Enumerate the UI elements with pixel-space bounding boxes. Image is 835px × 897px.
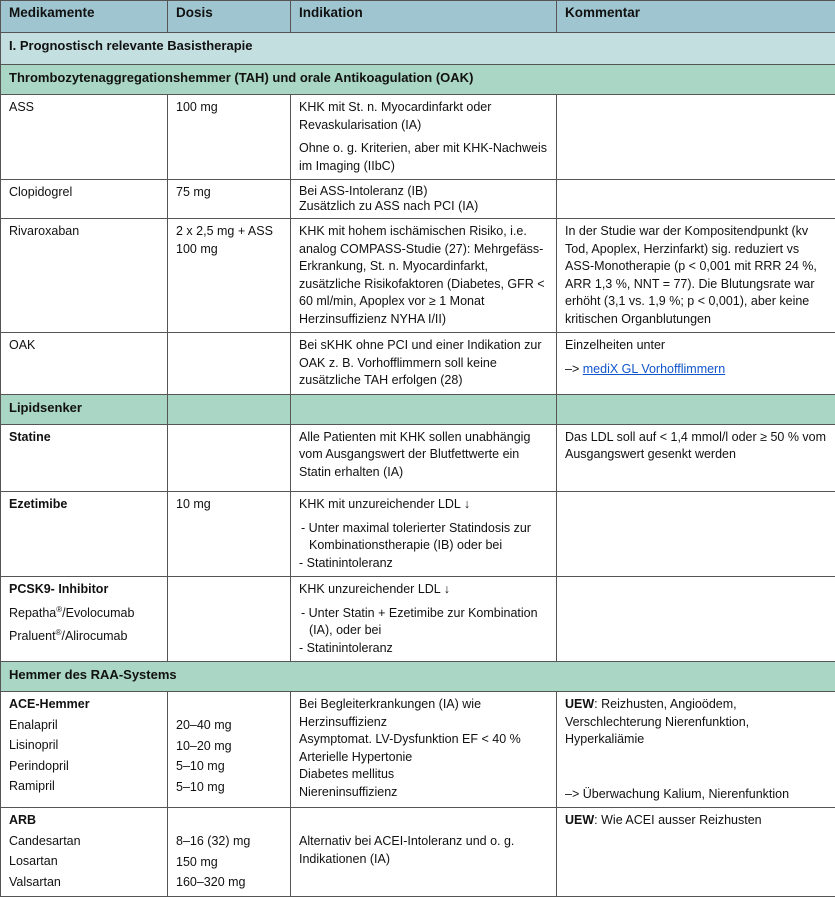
dose-line: 5–10 mg xyxy=(176,758,282,776)
table-row xyxy=(1,492,835,577)
indication-line: Bei Begleiterkrankungen (IA) wie xyxy=(299,696,548,714)
drug-name-bold: ARB xyxy=(9,813,36,827)
table-row xyxy=(1,808,835,897)
dose-line: 150 mg xyxy=(176,854,282,872)
dose-line: 8–16 (32) mg xyxy=(176,833,282,851)
drug-sub: Lisinopril xyxy=(9,737,159,755)
drug-sub: Candesartan xyxy=(9,833,159,851)
table-row xyxy=(1,95,835,180)
drug-sub: Perindopril xyxy=(9,758,159,776)
drug-sub: Losartan xyxy=(9,853,159,871)
comment-rivaroxaban: In der Studie war der Kompositendpunkt (kv Tod, Apoplex, Herzinfarkt) sig. reduziert vs ASS-Monotherapie (p < 0,001 mit RRR 24 %, ARR 1,3 %, NNT = 77). Die Blutungsrate war erhöht (3,1 vs. 1,9 %; p < 0,001), aber keine kritischen Organblutungen xyxy=(557,219,835,333)
dose-line: 5–10 mg xyxy=(176,779,282,797)
drug-name-bold: Statine xyxy=(9,430,51,444)
comment-ezetimibe xyxy=(557,492,835,577)
group-tah-title: Thrombozytenaggregationshemmer (TAH) und orale Antikoagulation (OAK) xyxy=(1,65,835,95)
group-row-tah xyxy=(1,65,835,95)
drug-sub: Ramipril xyxy=(9,778,159,796)
indication-ezetimibe xyxy=(291,492,557,577)
dose-statine xyxy=(168,424,291,492)
dose-line: 10–20 mg xyxy=(176,738,282,756)
drug-arb xyxy=(1,808,168,897)
comment-arb xyxy=(557,808,835,897)
vorhofflimmern-link[interactable]: mediX GL Vorhofflimmern xyxy=(583,362,725,376)
indication-ace xyxy=(291,692,557,808)
group-lipid-empty xyxy=(168,394,291,424)
comment-line: Einzelheiten unter xyxy=(565,337,827,355)
indication-line: Herzinsuffizienz xyxy=(299,714,548,732)
indication-line: KHK mit St. n. Myocardinfarkt oder Revaskularisation (IA) xyxy=(299,99,548,134)
group-lipid-empty xyxy=(557,394,835,424)
comment-ace xyxy=(557,692,835,808)
indication-line: Ohne o. g. Kriterien, aber mit KHK-Nachweis im Imaging (IIbC) xyxy=(299,140,548,175)
table-row xyxy=(1,577,835,662)
brand-line: Praluent®/Alirocumab xyxy=(9,628,159,646)
indication-line: KHK unzureichender LDL ↓ xyxy=(299,581,548,599)
indication-line: Bei ASS-Intoleranz (IB) xyxy=(299,184,548,199)
indication-line: - Unter maximal tolerierter Statindosis zur Kombinationstherapie (IB) oder bei xyxy=(299,520,548,555)
drug-sub: Valsartan xyxy=(9,874,159,892)
link-line xyxy=(565,361,827,379)
dose-arb xyxy=(168,808,291,897)
drug-name-bold: ACE-Hemmer xyxy=(9,697,90,711)
indication-line: Zusätzlich zu ASS nach PCI (IA) xyxy=(299,199,548,214)
dose-ass: 100 mg xyxy=(168,95,291,180)
section-basis-title: I. Prognostisch relevante Basistherapie xyxy=(1,33,835,65)
section-row-basis xyxy=(1,33,835,65)
drug-pcsk9 xyxy=(1,577,168,662)
dose-pcsk9 xyxy=(168,577,291,662)
drug-clopidogrel: Clopidogrel xyxy=(1,180,168,219)
dose-line: 160–320 mg xyxy=(176,874,282,892)
indication-line: - Statinintoleranz xyxy=(299,640,548,658)
indication-arb xyxy=(291,808,557,897)
dose-ace xyxy=(168,692,291,808)
header-dosis: Dosis xyxy=(168,1,291,33)
dose-line: 2 x 2,5 mg + ASS xyxy=(176,223,282,241)
arrow-text: –> xyxy=(565,362,579,376)
header-row xyxy=(1,1,835,33)
indication-rivaroxaban: KHK mit hohem ischämischen Risiko, i.e. analog COMPASS-Studie (27): Mehrgefäss-Erkrankung, St. n. Myocardinfarkt, zusätzliche Risikofaktoren (Diabetes, GFR < 60 ml/min, Apoplex vor ≥ 1 Monat Herzinsuffizienz NYHA I/II) xyxy=(291,219,557,333)
table-row xyxy=(1,180,835,219)
indication-clopidogrel xyxy=(291,180,557,219)
indication-statine: Alle Patienten mit KHK sollen unabhängig vom Ausgangswert der Blutfettwerte ein Statin erhalten (IA) xyxy=(291,424,557,492)
group-row-raa xyxy=(1,662,835,692)
table-row xyxy=(1,219,835,333)
comment-oak xyxy=(557,333,835,395)
indication-ass xyxy=(291,95,557,180)
header-kommentar: Kommentar xyxy=(557,1,835,33)
indication-line: Diabetes mellitus xyxy=(299,766,548,784)
indication-line: - Statinintoleranz xyxy=(299,555,548,573)
drug-sub: Enalapril xyxy=(9,717,159,735)
comment-statine: Das LDL soll auf < 1,4 mmol/l oder ≥ 50 % vom Ausgangswert gesenkt werden xyxy=(557,424,835,492)
brand-line: Repatha®/Evolocumab xyxy=(9,605,159,623)
drug-ace xyxy=(1,692,168,808)
uew-line: UEW: Reizhusten, Angioödem, Verschlechterung Nierenfunktion, Hyperkaliämie xyxy=(565,696,827,749)
indication-line: Alternativ bei ACEI-Intoleranz und o. g. Indikationen (IA) xyxy=(299,833,548,868)
drug-ezetimibe xyxy=(1,492,168,577)
dose-line: 100 mg xyxy=(176,241,282,259)
table-row xyxy=(1,692,835,808)
header-indikation: Indikation xyxy=(291,1,557,33)
indication-line: KHK mit unzureichender LDL ↓ xyxy=(299,496,548,514)
table-row xyxy=(1,424,835,492)
group-lipid-empty xyxy=(291,394,557,424)
indication-line: Niereninsuffizienz xyxy=(299,784,548,802)
indication-oak: Bei sKHK ohne PCI und einer Indikation zur OAK z. B. Vorhofflimmern soll keine zusätzliche TAH erfolgen (28) xyxy=(291,333,557,395)
drug-rivaroxaban: Rivaroxaban xyxy=(1,219,168,333)
drug-oak: OAK xyxy=(1,333,168,395)
group-row-lipid xyxy=(1,394,835,424)
comment-pcsk9 xyxy=(557,577,835,662)
indication-line: Arterielle Hypertonie xyxy=(299,749,548,767)
drug-ass: ASS xyxy=(1,95,168,180)
group-raa-title: Hemmer des RAA-Systems xyxy=(1,662,835,692)
dose-rivaroxaban xyxy=(168,219,291,333)
drug-name-bold: Ezetimibe xyxy=(9,497,67,511)
uew-line: UEW: Wie ACEI ausser Reizhusten xyxy=(565,812,827,830)
dose-ezetimibe: 10 mg xyxy=(168,492,291,577)
dose-oak xyxy=(168,333,291,395)
header-medikamente: Medikamente xyxy=(1,1,168,33)
drug-statine xyxy=(1,424,168,492)
drug-name-bold: PCSK9- Inhibitor xyxy=(9,582,108,596)
indication-line: - Unter Statin + Ezetimibe zur Kombination (IA), oder bei xyxy=(299,605,548,640)
comment-ass xyxy=(557,95,835,180)
monitor-line: –> Überwachung Kalium, Nierenfunktion xyxy=(565,786,827,804)
indication-line: Asymptomat. LV-Dysfunktion EF < 40 % xyxy=(299,731,548,749)
comment-clopidogrel xyxy=(557,180,835,219)
dose-clopidogrel: 75 mg xyxy=(168,180,291,219)
dose-line: 20–40 mg xyxy=(176,717,282,735)
indication-pcsk9 xyxy=(291,577,557,662)
group-lipid-title: Lipidsenker xyxy=(1,394,168,424)
table-row xyxy=(1,333,835,395)
